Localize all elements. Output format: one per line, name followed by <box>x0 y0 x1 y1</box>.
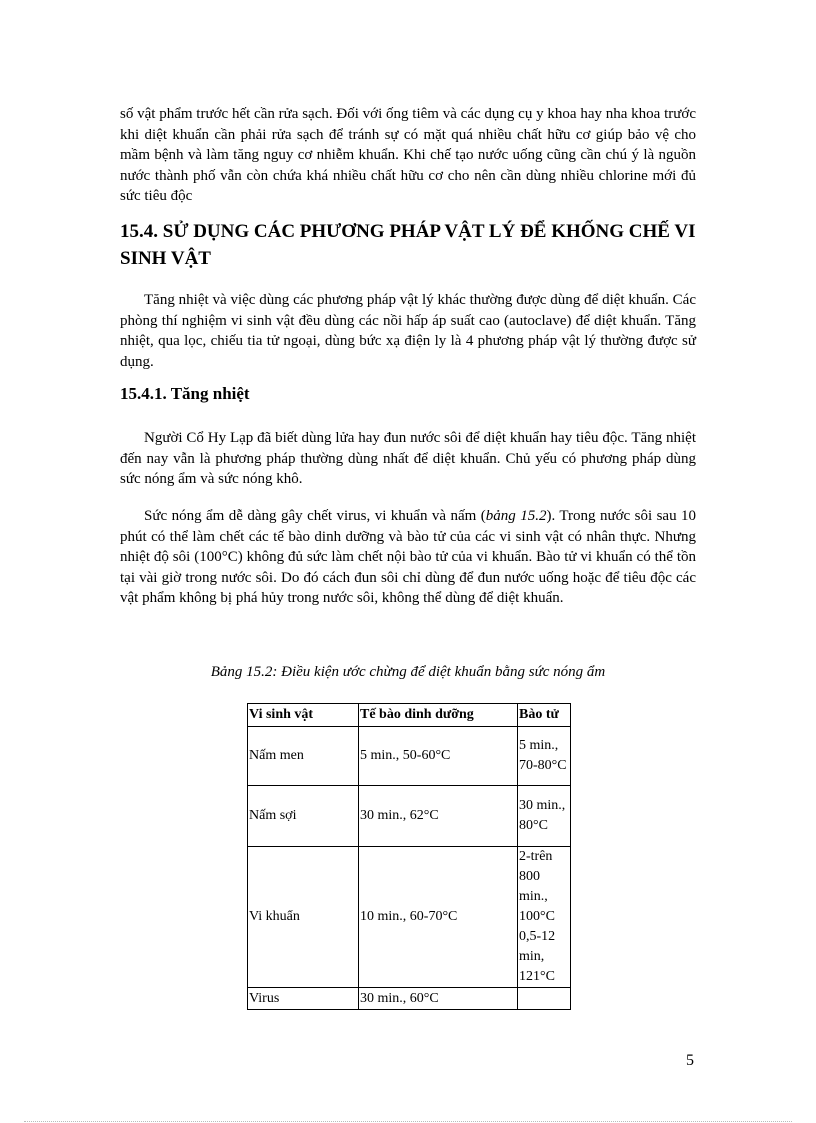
cell-spore: 5 min., 70-80°C <box>518 727 571 786</box>
table-row <box>248 727 571 786</box>
cell-vegetative: 10 min., 60-70°C <box>359 847 518 988</box>
table-caption: Bảng 15.2: Điều kiện ước chừng để diệt khuẩn bằng sức nóng ẩm <box>210 664 606 680</box>
cell-spore: 2-trên 800 min., 100°C 0,5-12 min, 121°C <box>518 847 571 988</box>
page-bottom-rule <box>24 1121 792 1122</box>
table-row <box>248 847 571 988</box>
cell-organism: Nấm men <box>248 727 359 786</box>
cell-vegetative: 5 min., 50-60°C <box>359 727 518 786</box>
cell-vegetative: 30 min., 60°C <box>359 988 518 1010</box>
cell-spore: 30 min., 80°C <box>518 786 571 847</box>
table-row <box>248 786 571 847</box>
cell-organism: Vi khuẩn <box>248 847 359 988</box>
cell-vegetative: 30 min., 62°C <box>359 786 518 847</box>
page-number: 5 <box>686 1052 694 1069</box>
section-heading-15-4: 15.4. SỬ DỤNG CÁC PHƯƠNG PHÁP VẬT LÝ ĐỂ KHỐNG CHẾ VI SINH VẬT <box>120 221 696 269</box>
header-microorganism: Vi sinh vật <box>248 704 359 727</box>
sterilization-table <box>247 703 571 1010</box>
header-spore: Bào tử <box>518 704 571 727</box>
cell-organism: Nấm sợi <box>248 786 359 847</box>
moist-heat-text-before: Sức nóng ẩm dễ dàng gây chết virus, vi khuẩn và nấm ( <box>144 508 486 524</box>
cell-spore <box>518 988 571 1010</box>
paragraph-physical-methods: Tăng nhiệt và việc dùng các phương pháp vật lý khác thường được dùng để diệt khuẩn. Các phòng thí nghiệm vi sinh vật đều dùng các nồi hấp áp suất cao (autoclave) để diệt khuẩn. Tăng nhiệt, qua lọc, chiếu tia tử ngoại, dùng bức xạ điện ly là 4 phương pháp vật lý thường được sử dụng. <box>120 292 696 370</box>
subsection-heading-15-4-1: 15.4.1. Tăng nhiệt <box>120 384 250 403</box>
paragraph-moist-heat <box>120 506 696 609</box>
paragraph-intro: số vật phẩm trước hết cần rửa sạch. Đối với ống tiêm và các dụng cụ y khoa hay nha khoa trước khi diệt khuẩn cần phải rửa sạch để tránh sự có mặt quá nhiều chất hữu cơ giúp bảo vệ cho mầm bệnh và làm tăng nguy cơ nhiễm khuẩn. Khi chế tạo nước uống cũng cần chú ý là nguồn nước thành phố vẫn còn chứa khá nhiều chất hữu cơ cho nên cần dùng nhiều chlorine mới đủ sức tiêu độc <box>120 106 696 204</box>
moist-heat-text-after: ). Trong nước sôi sau 10 phút có thể làm chết các tế bào dinh dưỡng và bào tử của các vi sinh vật có nhân thực. Nhưng nhiệt độ sôi (100°C) không đủ sức làm chết nội bào tử của vi khuẩn. Bào tử vi khuẩn có thể tồn tại vài giờ trong nước sôi. Do đó cách đun sôi chỉ dùng để đun nước uống hoặc để tiêu độc các vật phẩm không bị phá hủy trong nước sôi, không thể dùng để diệt khuẩn. <box>120 508 697 606</box>
paragraph-greek-history: Người Cổ Hy Lạp đã biết dùng lửa hay đun nước sôi để diệt khuẩn hay tiêu độc. Tăng nhiệt đến nay vẫn là phương pháp thường dùng nhất để diệt khuẩn. Chủ yếu có phương pháp dùng sức nóng ẩm và sức nóng khô. <box>120 430 696 487</box>
cell-organism: Virus <box>248 988 359 1010</box>
table-reference: bảng 15.2 <box>485 508 547 524</box>
table-header-row <box>248 704 571 727</box>
header-vegetative-cell: Tế bào dinh dưỡng <box>359 704 518 727</box>
table-row <box>248 988 571 1010</box>
